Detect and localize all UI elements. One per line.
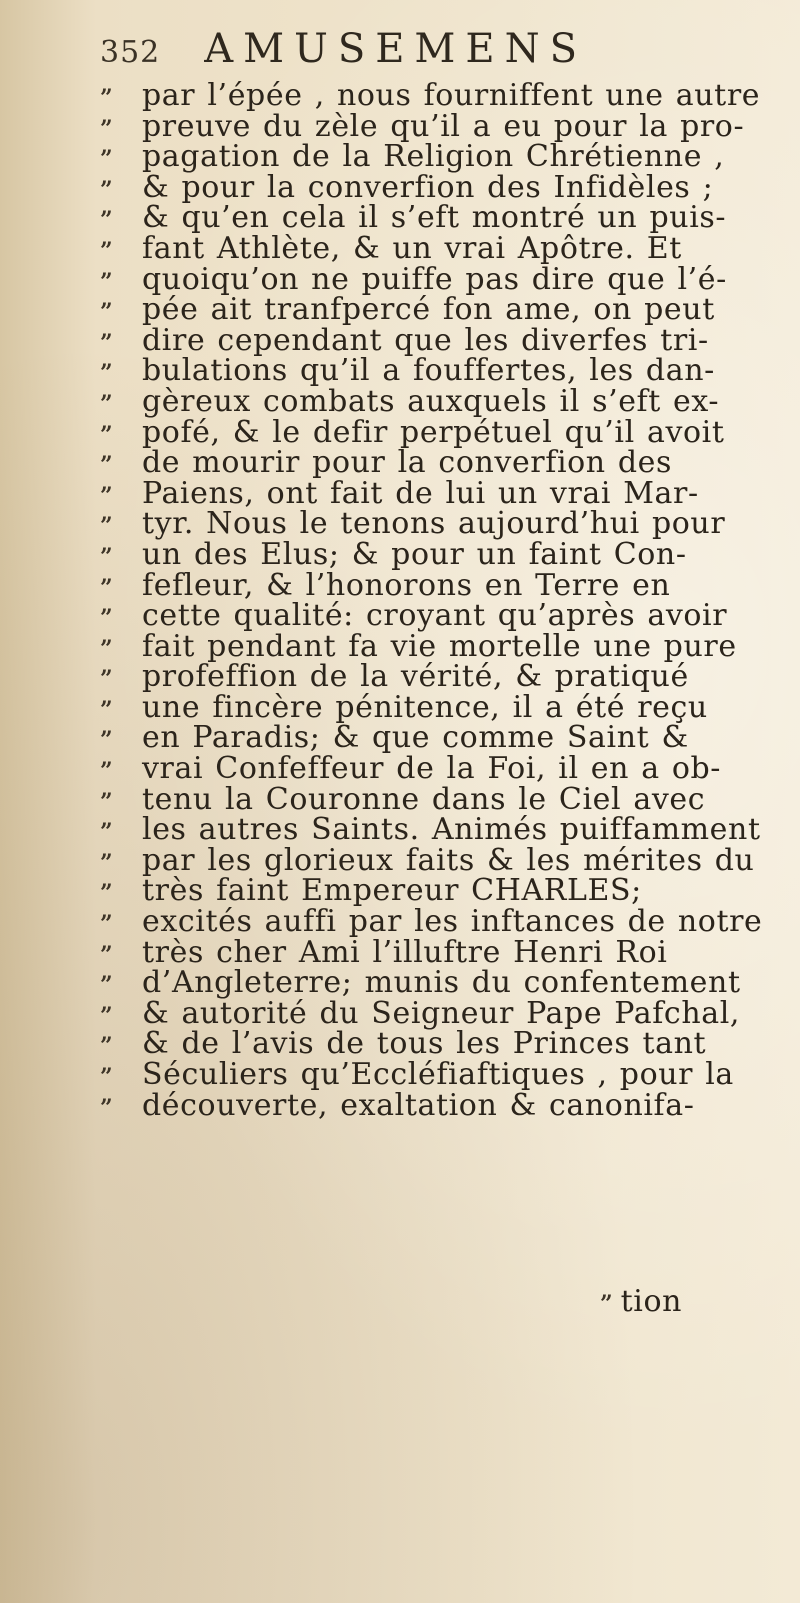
line-text: tenu la Couronne dans le Ciel avec	[142, 781, 706, 817]
quotation-mark: ”	[100, 941, 113, 968]
line-text: pofé, & le defir perpétuel qu’il avoit	[142, 414, 725, 450]
quotation-mark: ”	[100, 360, 113, 387]
text-line	[100, 781, 790, 817]
quotation-mark: ”	[100, 727, 113, 754]
line-text: fait pendant fa vie mortelle une pure	[142, 628, 737, 664]
line-text: profeffion de la vérité, & pratiqué	[142, 659, 689, 695]
line-text: un des Elus; & pour un faint Con-	[142, 536, 687, 572]
text-line	[100, 720, 790, 756]
quotation-mark: ”	[100, 207, 113, 234]
text-line	[100, 261, 790, 297]
text-line	[100, 383, 790, 419]
body-text	[100, 78, 790, 1123]
quotation-mark: ”	[100, 146, 113, 173]
quotation-mark: ”	[100, 115, 113, 142]
text-line	[100, 934, 790, 970]
text-line	[100, 292, 790, 328]
text-line	[100, 230, 790, 266]
line-text: Séculiers qu’Eccléfiaftiques , pour la	[142, 1057, 734, 1092]
text-line	[100, 506, 790, 542]
page-number: 352	[100, 35, 161, 70]
quotation-mark: ”	[100, 1002, 113, 1029]
line-text: en Paradis; & que comme Saint &	[142, 720, 689, 756]
line-text: découverte, exaltation & canonifa-	[142, 1087, 695, 1123]
text-line	[100, 139, 790, 175]
quotation-mark: ”	[100, 1094, 113, 1121]
catchword-text: tion	[620, 1284, 683, 1319]
quotation-mark: ”	[100, 666, 113, 693]
line-text: par les glorieux faits & les mérites du	[142, 842, 755, 878]
line-text: & autorité du Seigneur Pape Pafchal,	[142, 995, 741, 1031]
line-text: bulations qu’il a fouffertes, les dan-	[142, 353, 715, 389]
quotation-mark: ”	[100, 390, 113, 417]
text-line	[100, 78, 790, 113]
quotation-mark: ”	[100, 299, 113, 326]
text-line	[100, 414, 790, 450]
text-line	[100, 598, 790, 634]
line-text: & qu’en cela il s’eft montré un puis-	[142, 200, 727, 236]
quotation-mark: ”	[100, 605, 113, 632]
text-line	[100, 995, 790, 1031]
text-line	[100, 904, 790, 940]
line-text: de mourir pour la converfion des	[142, 445, 673, 481]
text-line	[100, 812, 790, 848]
quotation-mark: ”	[100, 849, 113, 876]
text-line	[100, 1026, 790, 1062]
quotation-mark: ”	[100, 696, 113, 723]
line-text: fefleur, & l’honorons en Terre en	[142, 567, 671, 603]
quotation-mark: ”	[100, 268, 113, 295]
line-text: excités auffi par les inftances de notre	[142, 904, 763, 940]
text-line	[100, 536, 790, 572]
quotation-mark: ”	[100, 880, 113, 907]
text-line	[100, 873, 790, 909]
text-line	[100, 842, 790, 878]
text-line	[100, 689, 790, 725]
line-text: d’Angleterre; munis du confentement	[142, 965, 741, 1001]
quotation-mark: ”	[100, 421, 113, 448]
text-line	[100, 1057, 790, 1092]
line-text: pée ait tranfpercé fon ame, on peut	[142, 292, 715, 328]
quotation-mark: ”	[100, 176, 113, 203]
line-text: fant Athlète, & un vrai Apôtre. Et	[142, 230, 682, 266]
quotation-mark: ”	[100, 574, 113, 601]
quotation-mark: ”	[100, 788, 113, 815]
line-text: & pour la converfion des Infidèles ;	[142, 169, 714, 205]
line-text: très faint Empereur CHARLES;	[142, 873, 642, 909]
line-text: pagation de la Religion Chrétienne ,	[142, 139, 725, 175]
quotation-mark: ”	[100, 513, 113, 540]
text-line	[100, 169, 790, 205]
text-line	[100, 567, 790, 603]
quotation-mark: ”	[100, 452, 113, 479]
text-line	[100, 751, 790, 787]
line-text: très cher Ami l’illuftre Henri Roi	[142, 934, 668, 970]
line-text: vrai Confeffeur de la Foi, il en a ob-	[142, 751, 722, 787]
text-line	[100, 628, 790, 664]
catchword	[600, 1284, 682, 1319]
line-text: preuve du zèle qu’il a eu pour la pro-	[142, 108, 745, 144]
line-text: dire cependant que les diverfes tri-	[142, 322, 709, 358]
quotation-mark: ”	[100, 972, 113, 999]
line-text: les autres Saints. Animés puiffamment	[142, 812, 761, 848]
line-text: Paiens, ont fait de lui un vrai Mar-	[142, 475, 699, 511]
text-line	[100, 475, 790, 511]
quotation-mark: ”	[100, 543, 113, 570]
line-text: par l’épée , nous fourniffent une autre	[142, 78, 761, 113]
text-line	[100, 445, 790, 481]
quotation-mark: ”	[100, 1033, 113, 1060]
line-text: & de l’avis de tous les Princes tant	[142, 1026, 707, 1062]
quotation-mark: ”	[100, 758, 113, 785]
text-line	[100, 200, 790, 236]
quotation-mark: ”	[100, 1064, 113, 1090]
quotation-mark: ”	[100, 482, 113, 509]
line-text: tyr. Nous le tenons aujourd’hui pour	[142, 506, 726, 542]
quotation-mark: ”	[100, 635, 113, 662]
text-line	[100, 659, 790, 695]
quotation-mark: ”	[100, 819, 113, 846]
line-text: quoiqu’on ne puiffe pas dire que l’é-	[142, 261, 727, 297]
line-text: gèreux combats auxquels il s’eft ex-	[142, 383, 720, 419]
text-line	[100, 322, 790, 358]
text-line	[100, 108, 790, 144]
line-text: cette qualité: croyant qu’après avoir	[142, 598, 728, 634]
running-title: AMUSEMENS	[204, 26, 587, 72]
line-text: une fincère pénitence, il a été reçu	[142, 689, 708, 725]
quotation-mark: ”	[100, 329, 113, 356]
quotation-mark: ”	[600, 1291, 613, 1317]
quotation-mark: ”	[100, 911, 113, 938]
quotation-mark: ”	[100, 85, 113, 111]
page-header	[100, 26, 587, 72]
text-line	[100, 965, 790, 1001]
quotation-mark: ”	[100, 237, 113, 264]
text-line	[100, 1087, 790, 1123]
text-line	[100, 353, 790, 389]
